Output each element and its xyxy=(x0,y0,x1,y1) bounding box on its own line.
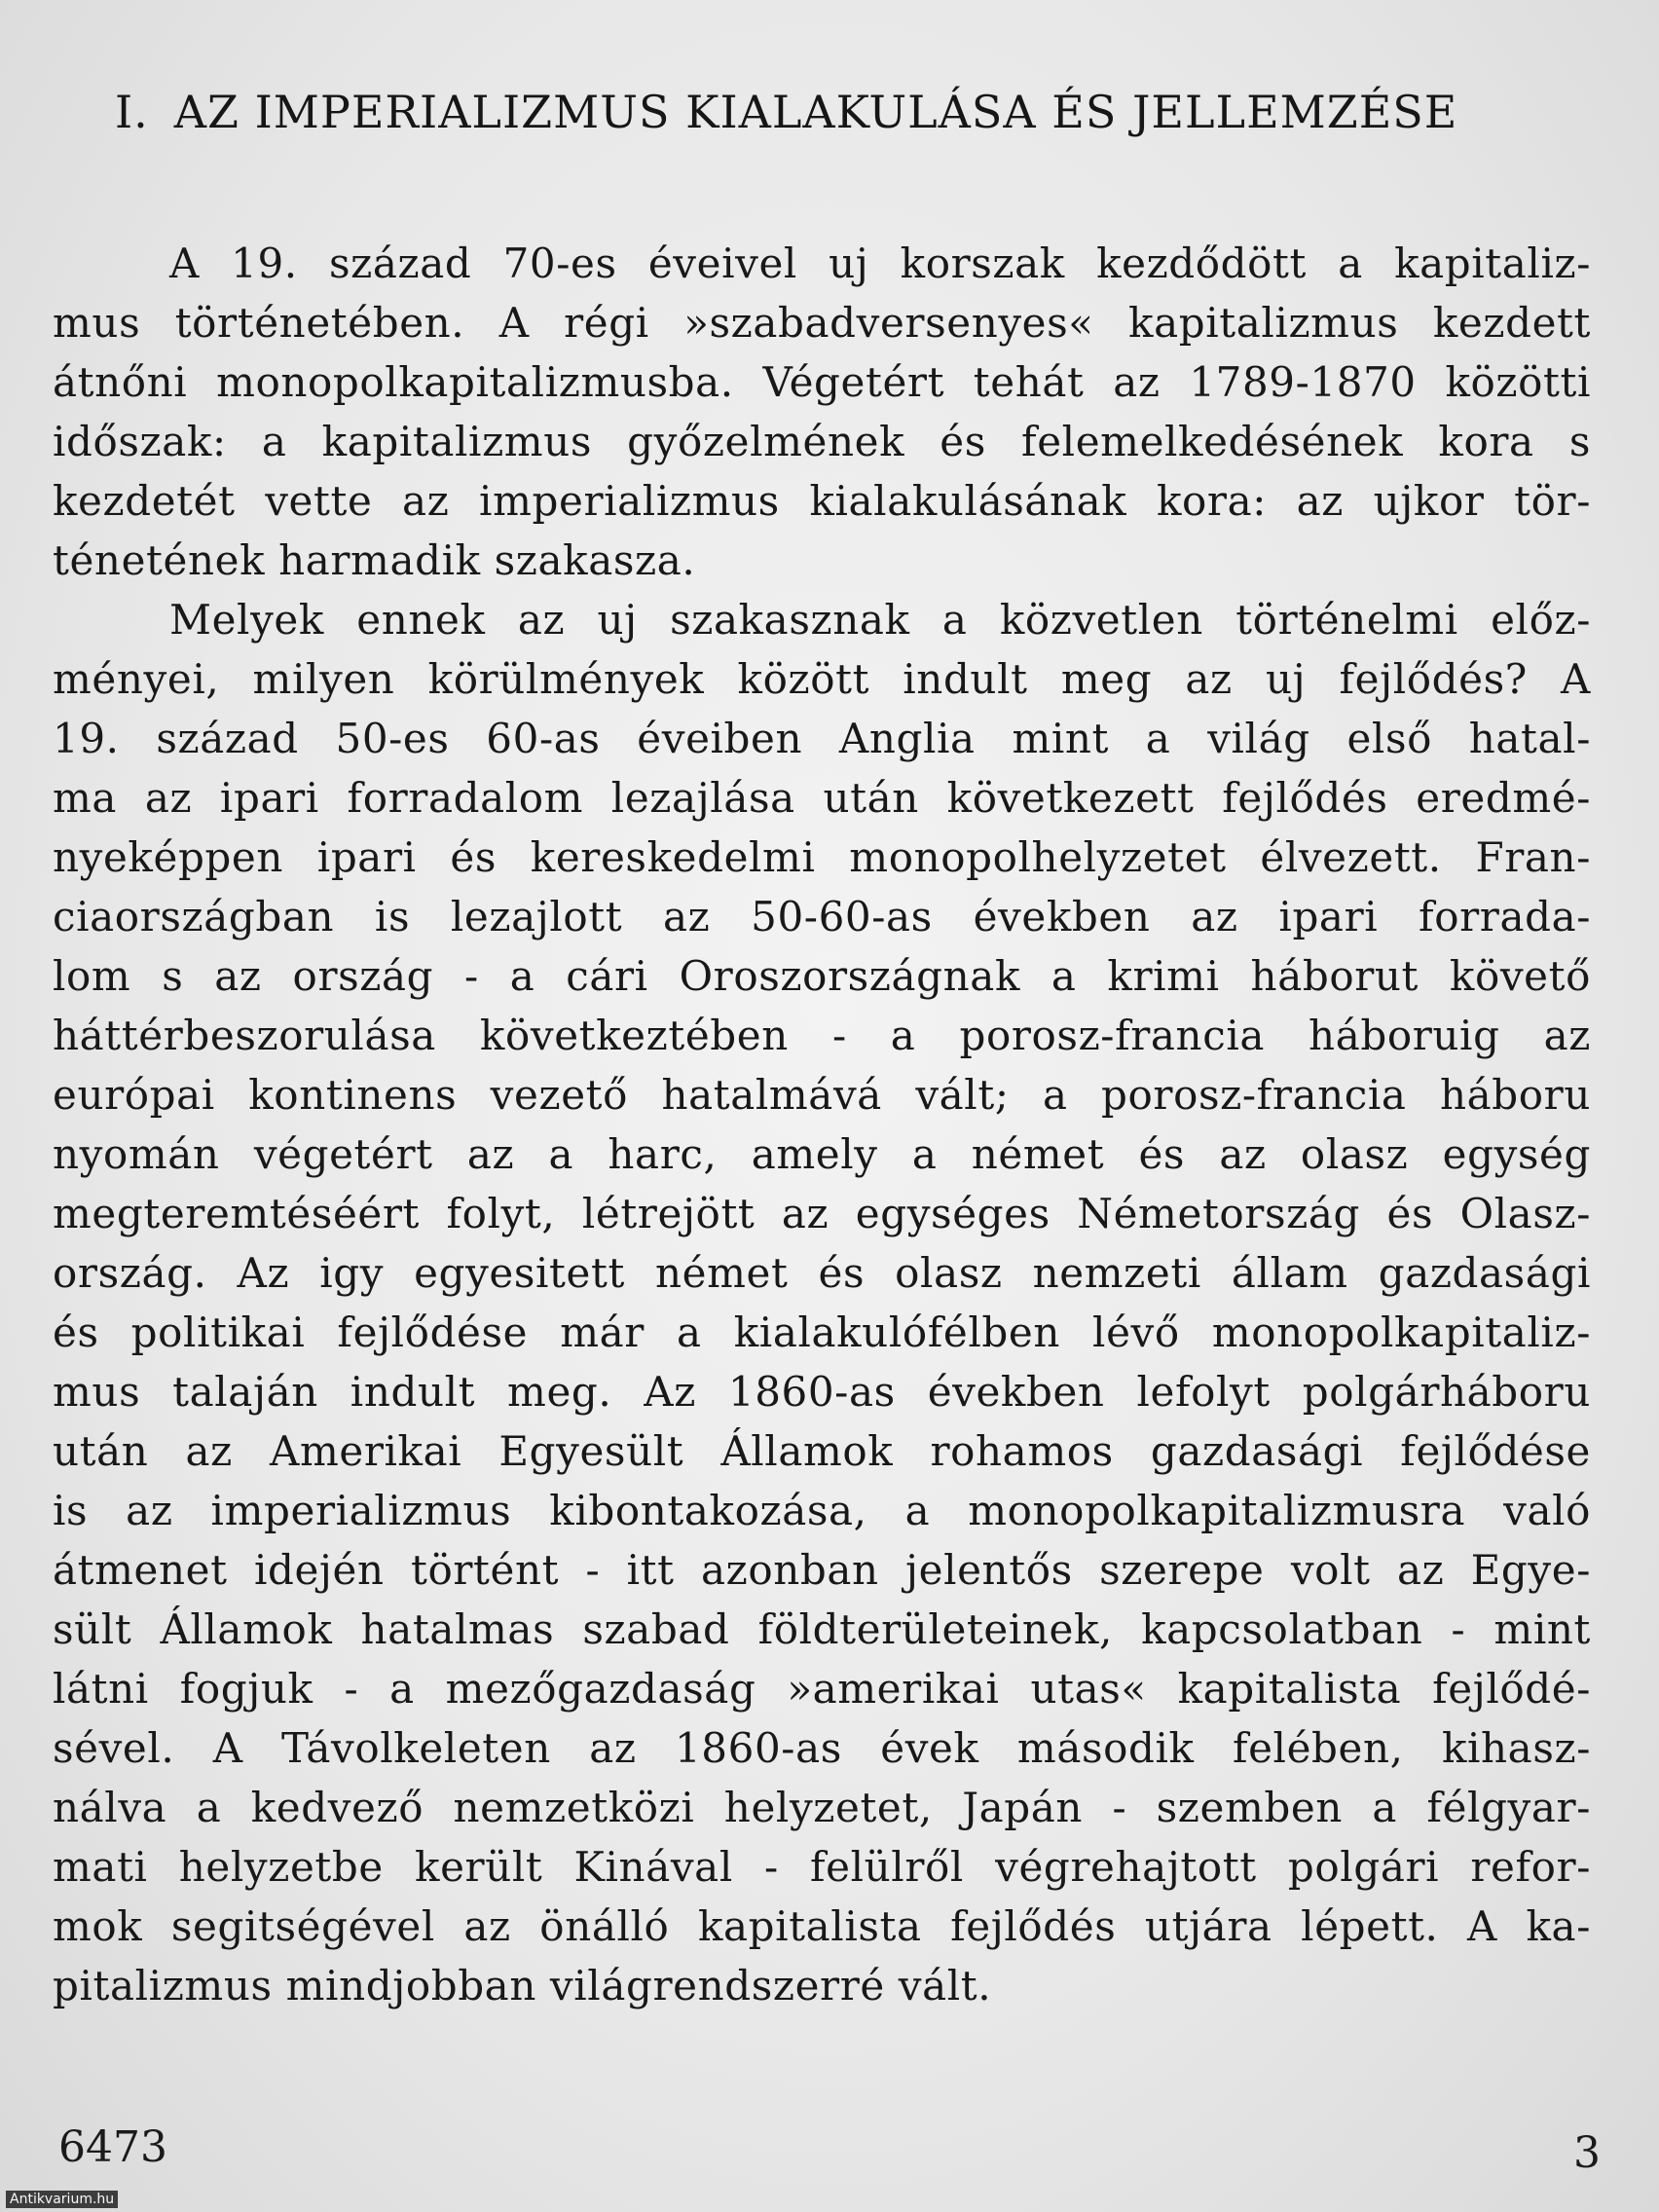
chapter-number: I. xyxy=(115,86,149,138)
text-line: európai kontinens vezető hatalmává vált; a porosz-francia háboru xyxy=(53,1071,1591,1119)
text-line: időszak: a kapitalizmus győzelmének és felemelkedésének kora s xyxy=(53,418,1591,465)
text-line: pitalizmus mindjobban világrendszerré vált. xyxy=(53,1962,992,2009)
text-line: látni fogjuk - a mezőgazdaság »amerikai utas« kapitalista fejlődé- xyxy=(53,1665,1591,1713)
text-line: háttérbeszorulása következtében - a porosz-francia háboruig az xyxy=(53,1012,1591,1059)
text-line: sült Államok hatalmas szabad földterületeinek, kapcsolatban - mint xyxy=(53,1605,1591,1653)
print-number: 6473 xyxy=(58,2122,167,2172)
text-line: kezdetét vette az imperializmus kialakulásának kora: az ujkor tör- xyxy=(53,477,1591,525)
chapter-heading xyxy=(115,86,1457,138)
text-line: nyomán végetért az a harc, amely a német és az olasz egység xyxy=(53,1130,1591,1178)
text-line: sével. A Távolkeleten az 1860-as évek második felében, kihasz- xyxy=(53,1724,1591,1772)
text-line: ményei, milyen körülmények között indult meg az uj fejlődés? A xyxy=(53,655,1591,703)
text-line: 19. század 50-es 60-as éveiben Anglia mint a világ első hatal- xyxy=(53,715,1591,762)
text-line: nálva a kedvező nemzetközi helyzetet, Japán - szemben a félgyar- xyxy=(53,1784,1591,1831)
text-line: és politikai fejlődése már a kialakulófélben lévő monopolkapitaliz- xyxy=(53,1309,1591,1356)
text-line: mati helyzetbe került Kinával - felülről végrehajtott polgári refor- xyxy=(53,1843,1591,1891)
text-line: ma az ipari forradalom lezajlása után következett fejlődés eredmé- xyxy=(53,774,1591,822)
watermark: Antikvarium.hu xyxy=(6,2191,118,2208)
page-number: 3 xyxy=(1573,2128,1601,2178)
text-line: ország. Az igy egyesitett német és olasz nemzeti állam gazdasági xyxy=(53,1249,1591,1297)
chapter-title: AZ IMPERIALIZMUS KIALAKULÁSA ÉS JELLEMZÉSE xyxy=(173,86,1458,138)
text-line: mus történetében. A régi »szabadversenyes« kapitalizmus kezdett xyxy=(53,299,1591,347)
text-line: Melyek ennek az uj szakasznak a közvetlen történelmi előz- xyxy=(169,596,1591,644)
text-line: nyeképpen ipari és kereskedelmi monopolhelyzetet élvezett. Fran- xyxy=(53,833,1591,881)
text-line: átnőni monopolkapitalizmusba. Végetért tehát az 1789-1870 közötti xyxy=(53,358,1591,406)
text-line: megteremtéséért folyt, létrejött az egységes Németország és Olasz- xyxy=(53,1190,1591,1237)
text-line: átmenet idején történt - itt azonban jelentős szerepe volt az Egye- xyxy=(53,1546,1591,1594)
text-line: A 19. század 70-es éveivel uj korszak kezdődött a kapitaliz- xyxy=(169,240,1591,287)
text-line: ténetének harmadik szakasza. xyxy=(53,536,696,584)
text-line: mok segitségével az önálló kapitalista fejlődés utjára lépett. A ka- xyxy=(53,1902,1591,1950)
body-text xyxy=(53,234,1591,2015)
text-line: ciaországban is lezajlott az 50-60-as években az ipari forrada- xyxy=(53,893,1591,940)
text-line: is az imperializmus kibontakozása, a monopolkapitalizmusra való xyxy=(53,1487,1591,1534)
text-line: mus talaján indult meg. Az 1860-as években lefolyt polgárháboru xyxy=(53,1368,1591,1416)
text-line: lom s az ország - a cári Oroszországnak a krimi háborut követő xyxy=(53,952,1591,1000)
text-line: után az Amerikai Egyesült Államok rohamos gazdasági fejlődése xyxy=(53,1427,1591,1475)
